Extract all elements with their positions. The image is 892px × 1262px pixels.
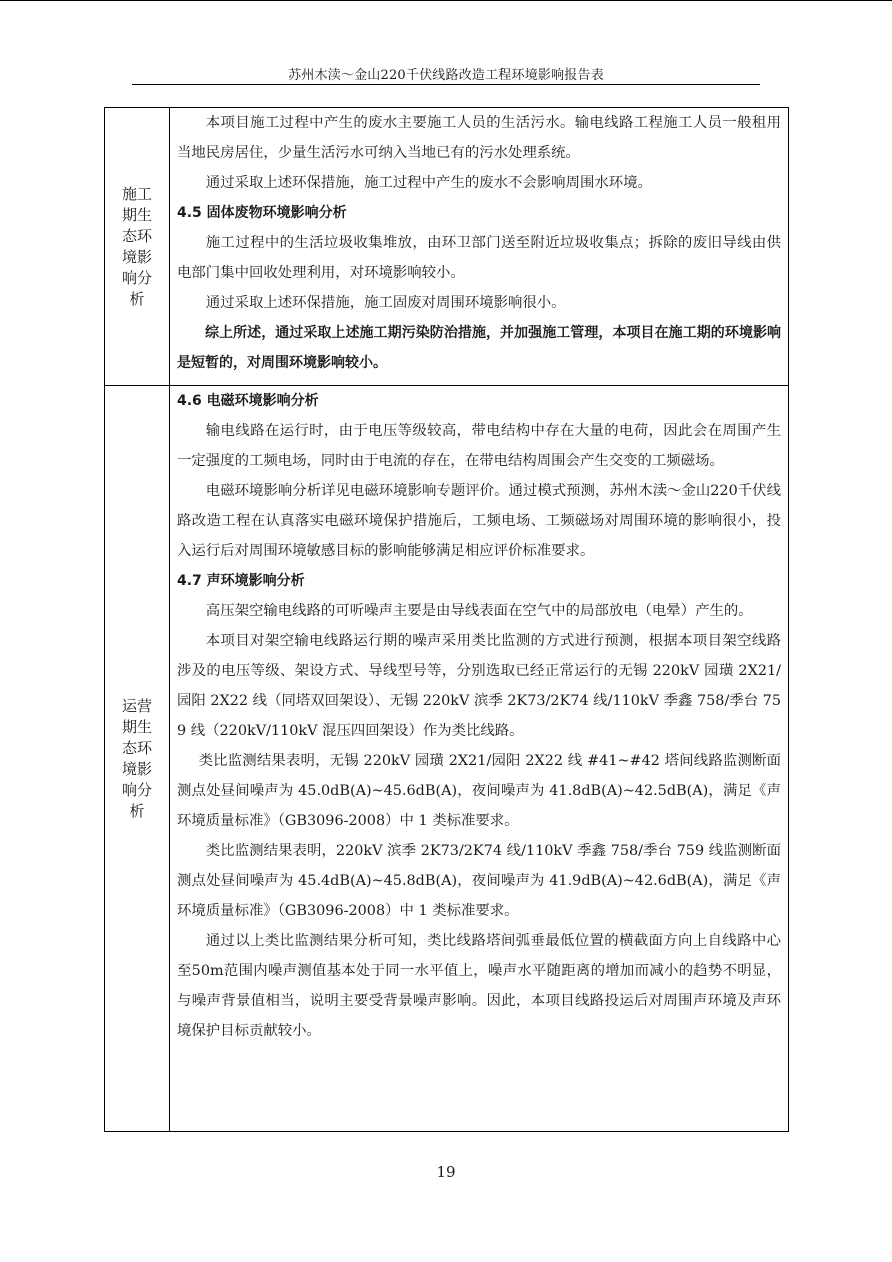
page-number: 19 (436, 1163, 456, 1181)
paragraph: 通过采取上述环保措施，施工固废对周围环境影响很小。 (205, 295, 566, 311)
table-row-construction (105, 108, 789, 386)
paragraph: 输电线路在运行时，由于电压等级较高，带电结构中存在大量的电荷，因此会在周围产生一定强度的工频电场，同时由于电流的存在，在带电结构周围会产生交变的工频磁场。 (177, 423, 781, 469)
row-label-cell (105, 108, 170, 386)
header-rule (132, 84, 760, 85)
report-table (104, 107, 789, 1132)
paragraph: 电磁环境影响分析详见电磁环境影响专题评价。通过模式预测，苏州木渎～金山220千伏线路改造工程在认真落实电磁环境保护措施后，工频电场、工频磁场对周围环境的影响很小，投入运行后对周围环境敏感目标的影响能够满足相应评价标准要求。 (177, 483, 781, 559)
section-heading: 4.6 电磁环境影响分析 (177, 393, 319, 409)
paragraph: 类比监测结果表明，无锡 220kV 园璜 2X21/园阳 2X22 线 #41~#42 塔间线路监测断面测点处昼间噪声为 45.0dB(A)~45.6dB(A)，夜间噪声为 41.8dB(A)~42.5dB(A)，满足《声环境质量标准》（GB3096-2008）中 1 类标准要求。 (177, 753, 781, 829)
table-row-operation (105, 386, 789, 1132)
row-label: 运营期生态环境影响分析 (121, 696, 152, 820)
row-label-cell (105, 386, 170, 1132)
row-content-cell (170, 386, 789, 1132)
section-heading: 4.5 固体废物环境影响分析 (177, 205, 347, 221)
paragraph: 本项目施工过程中产生的废水主要施工人员的生活污水。输电线路工程施工人员一般租用当地民房居住，少量生活污水可纳入当地已有的污水处理系统。 (177, 115, 781, 161)
paragraph: 类比监测结果表明，220kV 滨季 2K73/2K74 线/110kV 季鑫 758/季台 759 线监测断面测点处昼间噪声为 45.4dB(A)~45.8dB(A)，夜间噪声为 41.9dB(A)~42.6dB(A)，满足《声环境质量标准》（GB3096-2008）中 1 类标准要求。 (177, 843, 781, 919)
paragraph: 通过以上类比监测结果分析可知，类比线路塔间弧垂最低位置的横截面方向上自线路中心至50m范围内噪声测值基本处于同一水平值上，噪声水平随距离的增加而减小的趋势不明显，与噪声背景值相当，说明主要受背景噪声影响。因此，本项目线路投运后对周围声环境及声环境保护目标贡献较小。 (177, 933, 781, 1039)
row-content-cell (170, 108, 789, 386)
top-border-line (0, 0, 892, 1)
paragraph: 高压架空输电线路的可听噪声主要是由导线表面在空气中的局部放电（电晕）产生的。 (205, 603, 753, 619)
page-header: 苏州木渎～金山220千伏线路改造工程环境影响报告表 (288, 68, 604, 83)
paragraph: 本项目对架空输电线路运行期的噪声采用类比监测的方式进行预测，根据本项目架空线路涉及的电压等级、架设方式、导线型号等，分别选取已经正常运行的无锡 220kV 园璜 2X21/园阳 2X22 线（同塔双回架设）、无锡 220kV 滨季 2K73/2K74 线/110kV 季鑫 758/季台 759 线（220kV/110kV 混压四回架设）作为类比线路。 (177, 633, 781, 739)
paragraph: 通过采取上述环保措施，施工过程中产生的废水不会影响周围水环境。 (205, 175, 652, 191)
summary-paragraph: 综上所述，通过采取上述施工期污染防治措施，并加强施工管理，本项目在施工期的环境影响是短暂的，对周围环境影响较小。 (177, 325, 781, 371)
row-label: 施工期生态环境影响分析 (121, 184, 152, 308)
section-heading: 4.7 声环境影响分析 (177, 573, 305, 589)
paragraph: 施工过程中的生活垃圾收集堆放，由环卫部门送至附近垃圾收集点；拆除的废旧导线由供电部门集中回收处理利用，对环境影响较小。 (177, 235, 781, 281)
